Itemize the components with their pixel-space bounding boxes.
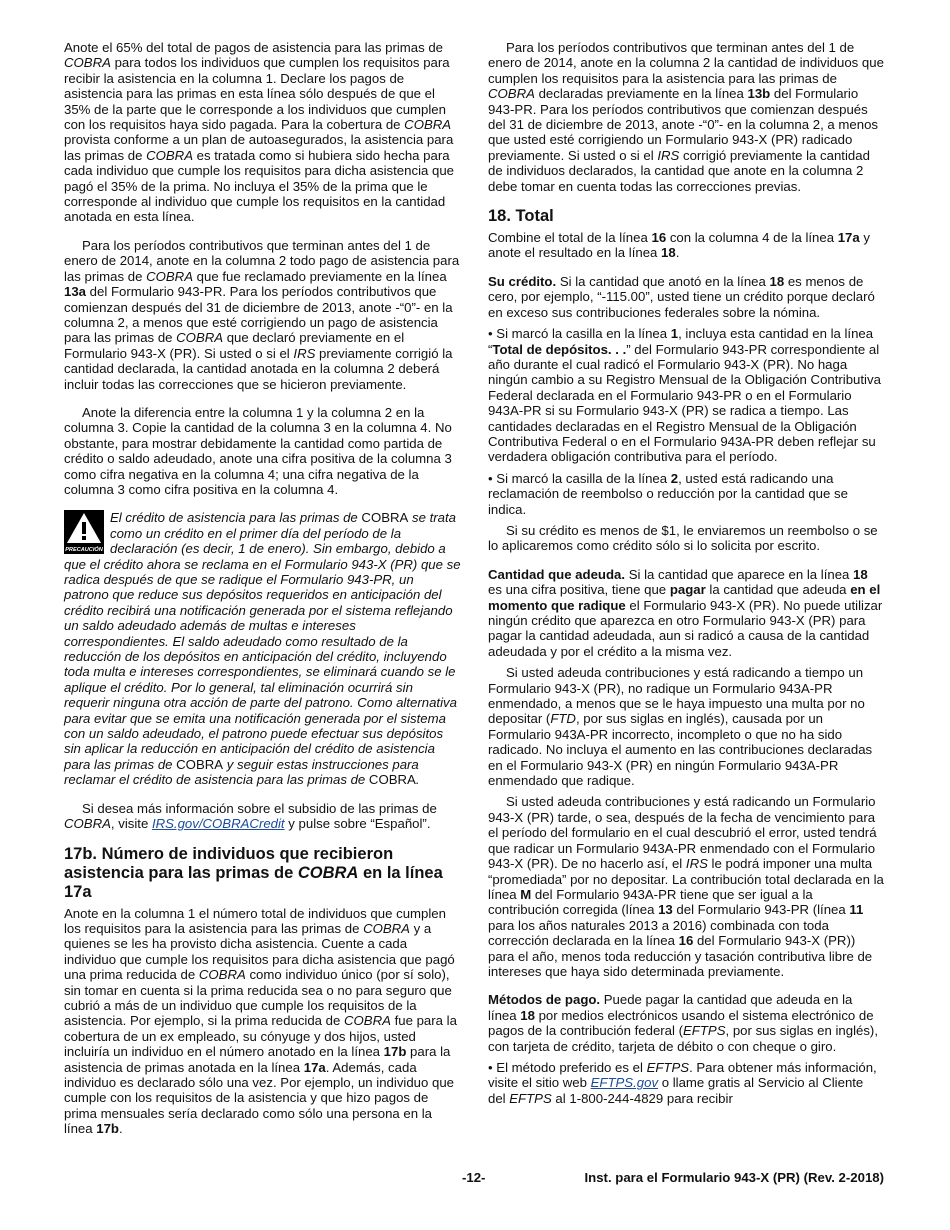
eftps-link[interactable]: EFTPS.gov (590, 1075, 659, 1091)
paragraph-amount-owed: Cantidad que adeuda. Si la cantidad que aparece en la línea 18 es una cifra positiva, tiene que pagar la cantidad que adeuda en el momento que radique el Formulario 943-X (PR). No puede utilizar ningún crédito que aparezca en otro Formulario 943-X (PR) para pagar la cantidad adeudada, aun si radicó a causa de la cantidad adeudada y por el crédito a la misma vez. (488, 566, 883, 659)
bullet-line-1: • Si marcó la casilla en la línea 1, incluya esta cantidad en la línea “Total de depósitos. . .” del Formulario 943-PR correspondiente al año durante el cual radicó el Formulario 943-X (PR). No haga ningún cambio a su Registro Mensual de la Obligación Contributiva Federal declarada en el Formulario 943-PR o en el Formulario 943A-PR si su Formulario 943-X (PR) se radica a tiempo. Las cantidades declaradas en el Registro Mensual de la Obligación Contributiva Federal o en el Formulario 943A-PR deben reflejar su verdadera obligación contributiva para el período. (488, 326, 881, 465)
paragraph-more-info: Si desea más información sobre el subsidio de las primas de COBRA, visite IRS.gov/COBRACredit y pulse sobre “Español”. (64, 800, 437, 832)
caution-icon-label: PRECAUCIÓN (65, 547, 103, 554)
bullet-line-2: • Si marcó la casilla de la línea 2, usted está radicando una reclamación de reembolso o reducción por la cantidad que se indica. (488, 470, 848, 517)
cobra-credit-link[interactable]: IRS.gov/COBRACredit (151, 816, 285, 832)
caution-note: PRECAUCIÓN El crédito de asistencia para las primas de COBRA se trata como un crédito en el primer día del período de la declaración (es decir, 1 de enero). Sin embargo, debido a que el crédito ahora se reclama en el Formulario 943-X (PR) que se radica después de que se radique el Formulario 943-PR, un patrono que reduce sus depósitos requeridos en anticipación del crédito recibirá una notificación generada por el sistema reflejando un saldo adeudado además de multas e intereses correspondientes. El saldo adeudado como resultado de la reducción de los depósitos en anticipación del crédito, incluyendo toda multa e intereses correspondientes, se eliminará cuando se le aplique el crédito. Por lo general, tal eliminación ocurrirá sin requerir ninguna otra acción de parte del patrono. Como alternativa para evitar que se emita una notificación generada por el sistema con un saldo adeudado, el patrono puede efectuar sus depósitos sin aplicar la reducción en anticipación del crédito de asistencia para las primas de COBRA y seguir estas instrucciones para reclamar el crédito de asistencia para las primas de COBRA. (64, 510, 461, 788)
paragraph-credit: Su crédito. Si la cantidad que anotó en la línea 18 es menos de cero, por ejemplo, “-115.00”, usted tiene un crédito porque declaró en exceso sus contribuciones federales sobre la nómina. (488, 273, 875, 320)
paragraph-column-2-individuals: Para los períodos contributivos que terminan antes del 1 de enero de 2014, anote en la columna 2 la cantidad de individuos que cumplen los requisitos para la asistencia para las primas de COBRA declaradas previamente en la línea 13b del Formulario 943-PR. Para los períodos contributivos que comienzan después del 31 de diciembre de 2013, anote -“0”- en la columna 2, a menos que usted esté corrigiendo un Formulario 943-X (PR) radicado previamente. Si usted o si el IRS corrigió previamente la cantidad de individuos declarados, la cantidad que anote en la columna 2 debe tomar en cuenta todas las correcciones previas. (488, 40, 884, 194)
paragraph-column-3: Anote la diferencia entre la columna 1 y la columna 2 en la columna 3. Copie la cantidad de la columna 3 en la columna 4. No obstante, para mostrar debidamente la cantidad como partida de crédito o saldo adeudado, anote una cifra positiva de la columna 3 como cifra negativa en la columna 4; una cifra negativa de la columna 3 como cifra positiva en la columna 4. (64, 404, 452, 497)
paragraph-late: Si usted adeuda contribuciones y está radicando un Formulario 943-X (PR) tarde, o sea, después de la fecha de vencimiento para el período del formulario en el cual descubrió el error, usted tendrá que radicar un Formulario 943A-PR enmendado con el Formulario 943-X (PR). De no hacerlo así, el IRS le podrá imponer una multa “promediada” por no depositar. La contribución total declarada en la línea M del Formulario 943A-PR tiene que ser igual a la contribución corregida (línea 13 del Formulario 943-PR (línea 11 para los años naturales 2013 a 2016) combinada con toda corrección declarada en la línea 16 del Formulario 943-X (PR)) para el año, menos toda reducción y tasación contributiva libre de intereses que haya sido determinada previamente. (488, 794, 884, 979)
paragraph-17b: Anote en la columna 1 el número total de individuos que cumplen los requisitos para la asistencia para las primas de COBRA y a quienes se les ha provisto dicha asistencia. Cuente a cada individuo que cumple los requisitos para dicha asistencia que pagó una prima reducida de COBRA como individuo único (por sí solo), sin tomar en cuenta si la prima reducida sea o no para seguro que cubrió a más de un individuo que cumple los requisitos de la asistencia. Por ejemplo, si la prima reducida de COBRA fue para la cobertura de un ex empleado, su cónyuge y dos hijos, usted incluiría un individuo en el número anotado en la línea 17b para la asistencia de primas anotada en la línea 17a. Además, cada individuo es declarado sólo una vez. Por ejemplo, un individuo que cumple con los requisitos de la asistencia y que hizo pagos de prima mensuales sería declarado como sólo una persona en la línea 17b. (64, 905, 457, 1137)
page-number: -12- (462, 1170, 486, 1185)
left-column (64, 40, 462, 1150)
caution-icon (64, 510, 104, 554)
paragraph-on-time: Si usted adeuda contribuciones y está radicando a tiempo un Formulario 943-X (PR), no radique un Formulario 943A-PR enmendado, a menos que se le haya impuesto una multa por no depositar (FTD, por sus siglas en inglés), causada por un Formulario 943A-PR incorrecto, incompleto o que no ha sido radicado. No incluya el aumento en las contribuciones declaradas en el Formulario 943-X (PR) en ningún Formulario 943A-PR enmendado que radique. (488, 665, 873, 789)
paragraph-payment-methods: Métodos de pago. Puede pagar la cantidad que adeuda en la línea 18 por medios electrónicos usando el sistema electrónico de pagos de la contribución federal (EFTPS, por sus siglas en inglés), con tarjeta de crédito, tarjeta de débito o con cheque o giro. (488, 992, 878, 1054)
paragraph-refund: Si su crédito es menos de $1, le enviaremos un reembolso o se lo aplicaremos como crédito sólo si lo solicita por escrito. (488, 522, 878, 554)
paragraph-cobra-65: Anote el 65% del total de pagos de asistencia para las primas de COBRA para todos los individuos que cumplen los requisitos para recibir la asistencia en la columna 1. Declare los pagos de asistencia para las primas en esta línea sólo después de que el 35% de la parte que le corresponde a los individuos que cumplen con los requisitos haya sido pagada. Para la cobertura de COBRA provista conforme a un plan de autoasegurados, la asistencia para las primas de COBRA es tratada como si hubiera sido hecha para cada individuo que cumple los requisitos para dicha asistencia que pagó el 35% de la prima. No incluya el 35% de la prima que le corresponde al individuo que cumple los requisitos en la cantidad anotada en esta línea. (64, 40, 455, 225)
paragraph-column-2: Para los períodos contributivos que terminan antes del 1 de enero de 2014, anote en la columna 2 todo pago de asistencia para las primas de COBRA que fue reclamado previamente en la línea 13a del Formulario 943-PR. Para los períodos contributivos que comienzan después del 31 de diciembre de 2013, anote -“0”- en la columna 2, a menos que esté corrigiendo un pago de asistencia para las primas de COBRA que declaró previamente en el Formulario 943-X (PR). Si usted o si el IRS previamente corrigió la cantidad declarada, la cantidad anotada en la columna 2 deberá incluir todas las correcciones que se hicieron previamente. (64, 237, 460, 392)
right-column (488, 40, 884, 1112)
form-title-footer: Inst. para el Formulario 943-X (PR) (Rev. 2-2018) (584, 1170, 884, 1185)
heading-18-total: 18. Total (488, 207, 554, 226)
bullet-eftps: • El método preferido es el EFTPS. Para obtener más información, visite el sitio web EFTPS.gov o llame gratis al Servicio al Cliente del EFTPS al 1-800-244-4829 para recibir (488, 1059, 877, 1106)
heading-17b: 17b. Número de individuos que recibieron asistencia para las primas de COBRA en la línea 17a (64, 844, 443, 901)
paragraph-combine: Combine el total de la línea 16 con la columna 4 de la línea 17a y anote el resultado en la línea 18. (488, 230, 870, 261)
